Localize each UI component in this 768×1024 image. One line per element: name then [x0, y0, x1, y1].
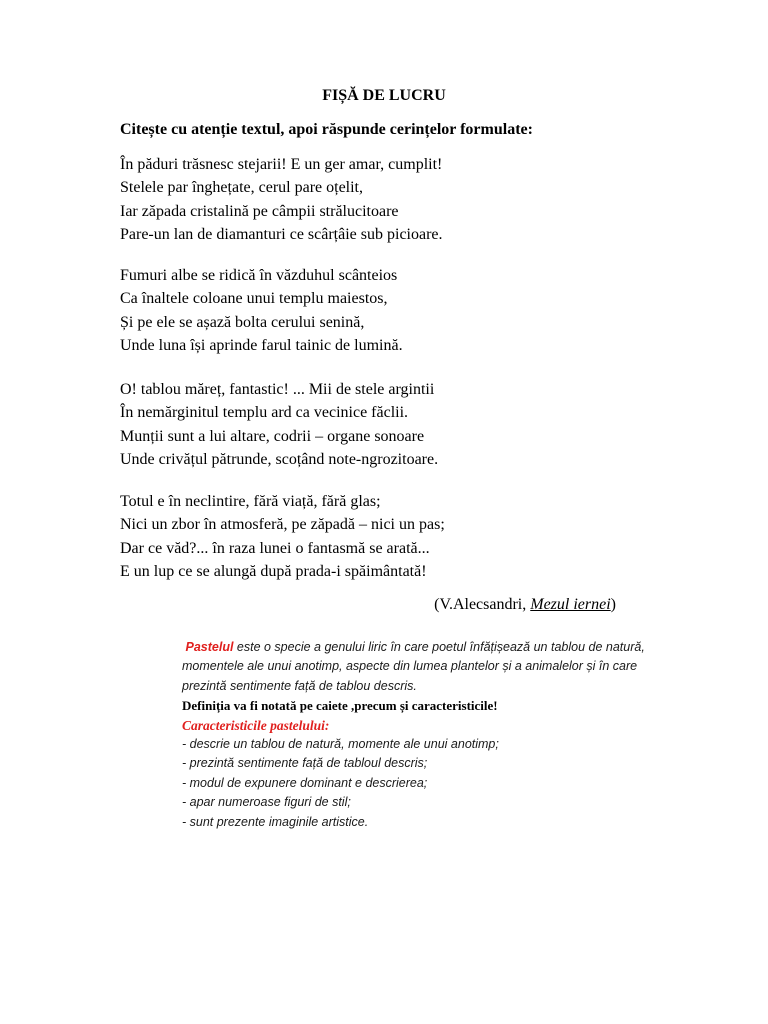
- poem-verse: Unde luna își aprinde farul tainic de lumină.: [120, 336, 403, 354]
- poem-verse: Nici un zbor în atmosferă, pe zăpadă – nici un pas;: [120, 516, 445, 534]
- poem-verse: Fumuri albe se ridică în văzduhul scânteios: [120, 267, 398, 284]
- characteristic-item: - descrie un tablou de natură, momente ale unui anotimp;: [182, 737, 499, 752]
- poem-verse: Munții sunt a lui altare, codrii – organe sonoare: [120, 427, 425, 445]
- poem-verse: Iar zăpada cristalină pe câmpii strălucitoare: [120, 202, 399, 220]
- instruction-text: Citește cu atenție textul, apoi răspunde cerințelor formulate:: [120, 121, 533, 138]
- poem-stanza-4: [120, 490, 680, 583]
- attribution-close-paren: ): [610, 596, 616, 613]
- pastel-definition: [182, 638, 662, 696]
- poem-verse: Pare-un lan de diamanturi ce scârțâie sub picioare.: [120, 225, 443, 243]
- poem-verse: Totul e în neclintire, fără viață, fără glas;: [120, 493, 381, 510]
- requirement-text: Definiția va fi notată pe caiete ,precum și caracteristicile!: [182, 698, 498, 714]
- poem-verse: În păduri trăsnesc stejarii! E un ger amar, cumplit!: [120, 156, 443, 173]
- pastel-definition-text: este o specie a genului liric în care poetul înfățișează un tablou de natură, momentele ale unui anotimp, aspecte din lumea plantelor și a animalelor și în care prezintă sentimente față de tablou descris.: [182, 640, 645, 693]
- poem-author: V.Alecsandri: [439, 596, 523, 613]
- poem-verse: Ca înaltele coloane unui templu maiestos,: [120, 290, 388, 308]
- poem-verse: Și pe ele se așază bolta cerului senină,: [120, 313, 365, 331]
- characteristic-item: - modul de expunere dominant e descrierea;: [182, 775, 428, 790]
- pastel-note: [182, 638, 662, 832]
- poem-verse: E un lup ce se alungă după prada-i spăimântată!: [120, 562, 427, 580]
- poem-verse: O! tablou măreț, fantastic! ... Mii de stele argintii: [120, 381, 435, 398]
- characteristic-item: - sunt prezente imaginile artistice.: [182, 814, 369, 829]
- poem-work-title: Mezul iernei: [530, 596, 611, 613]
- poem-stanza-2: [120, 264, 680, 357]
- attribution-open-paren: (: [434, 596, 440, 613]
- characteristic-item: - prezintă sentimente față de tabloul descris;: [182, 756, 428, 771]
- characteristic-item: - apar numeroase figuri de stil;: [182, 795, 351, 810]
- poem-verse: Dar ce văd?... în raza lunei o fantasmă se arată...: [120, 539, 430, 557]
- attribution-separator: ,: [522, 596, 531, 613]
- poem-attribution: [434, 595, 616, 615]
- poem-verse: Stelele par înghețate, cerul pare oțelit,: [120, 179, 363, 197]
- worksheet-title: FIȘĂ DE LUCRU: [322, 87, 446, 104]
- characteristics-heading: Caracteristicile pastelului:: [182, 717, 330, 733]
- pastel-term: Pastelul: [185, 640, 234, 654]
- poem-stanza-3: [120, 378, 680, 471]
- poem-verse: Unde crivățul pătrunde, scoțând note-ngrozitoare.: [120, 450, 439, 468]
- poem-stanza-1: [120, 153, 680, 246]
- poem-verse: În nemărginitul templu ard ca vecinice făclii.: [120, 404, 409, 422]
